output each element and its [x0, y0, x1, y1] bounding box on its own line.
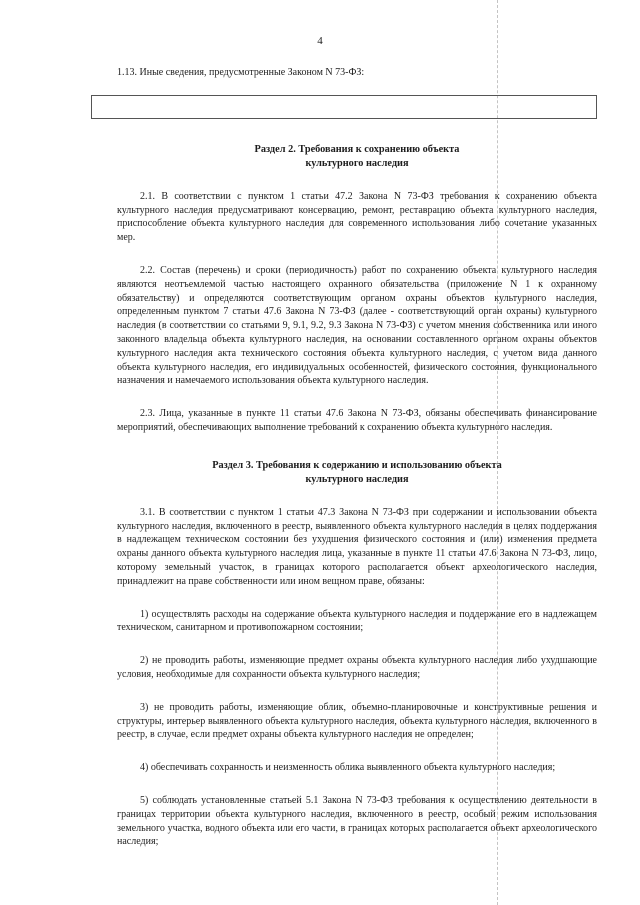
- section-2-title-line2: культурного наследия: [305, 157, 409, 169]
- obligation-item-5: 5) соблюдать установленные статьей 5.1 Закона N 73-ФЗ требования к осуществлению деятельности в границах территории объекта культурного наследия, включенного в реестр, особый режим использования земельного участка, водного объекта или его части, в границах которых располагается объект археологического наследия;: [117, 794, 597, 848]
- obligation-item-2: 2) не проводить работы, изменяющие предмет охраны объекта культурного наследия либо ухудшающие условия, необходимые для сохранности объекта культурного наследия;: [117, 655, 597, 680]
- paragraph-3-1: 3.1. В соответствии с пунктом 1 статьи 47.3 Закона N 73-ФЗ при содержании и использовании объекта культурного наследия, включенного в реестр, выявленного объекта культурного наследия в целях поддержания в надлежащем техническом состоянии без ухудшения физического состояния и (или) изменения предмета охраны данного объекта культурного наследия лица, указанные в пункте 11 статьи 47.6 Закона N 73-ФЗ, лицо, которому земельный участок, в границах которого располагается объект археологического наследия, принадлежит на праве собственности или ином вещном праве, обязаны:: [117, 506, 597, 587]
- section-3-title-line2: культурного наследия: [305, 473, 409, 485]
- paragraph-2-2: 2.2. Состав (перечень) и сроки (периодичность) работ по сохранению объекта культурного наследия являются неотъемлемой частью настоящего охранного обязательства (приложение N 1 к охранному обязательству) и определяются соответствующим органом охраны объектов культурного наследия, определенным пунктом 7 статьи 47.6 Закона N 73-ФЗ (далее - соответствующий орган охраны) культурного наследия (в соответствии со статьями 9, 9.1, 9.2, 9.3 Закона N 73-ФЗ) с учетом мнения собственника или иного законного владельца объекта культурного наследия, на основании составленного органом охраны объектов культурного наследия акта технического состояния объекта культурного наследия, с учетом вида данного объекта культурного наследия, его индивидуальных особенностей, физического состояния, функционального назначения и намечаемого использования объекта культурного наследия.: [117, 264, 597, 387]
- obligation-item-3: 3) не проводить работы, изменяющие облик, объемно-планировочные и конструктивные решения и структуры, интерьер выявленного объекта культурного наследия, объекта культурного наследия, включенного в реестр, в случае, если предмет охраны объекта культурного наследия не определен;: [117, 701, 597, 741]
- section-3-title-line1: Раздел 3. Требования к содержанию и использованию объекта: [212, 459, 502, 471]
- obligation-item-1: 1) осуществлять расходы на содержание объекта культурного наследия и поддержание его в надлежащем техническом, санитарном и противопожарном состоянии;: [117, 608, 597, 634]
- section-2-title: [117, 143, 597, 171]
- page-number: 4: [317, 35, 323, 47]
- document-body: [117, 66, 597, 849]
- other-info-box: [91, 95, 597, 119]
- section-2-title-line1: Раздел 2. Требования к сохранению объекта: [254, 143, 460, 155]
- paragraph-2-3: 2.3. Лица, указанные в пункте 11 статьи 47.6 Закона N 73-ФЗ, обязаны обеспечивать финансирование мероприятий, обеспечивающих выполнение требований к сохранению объекта культурного наследия.: [117, 408, 597, 433]
- paragraph-2-1: 2.1. В соответствии с пунктом 1 статьи 47.2 Закона N 73-ФЗ требования к сохранению объекта культурного наследия предусматривают консервацию, ремонт, реставрацию объекта культурного наследия, приспособление объекта культурного наследия для современного использования либо сочетание указанных мер.: [117, 190, 597, 244]
- section-3-title: [117, 459, 597, 487]
- obligation-item-4: 4) обеспечивать сохранность и неизменность облика выявленного объекта культурного наследия;: [140, 762, 556, 774]
- item-1-13: 1.13. Иные сведения, предусмотренные Законом N 73-ФЗ:: [117, 67, 365, 78]
